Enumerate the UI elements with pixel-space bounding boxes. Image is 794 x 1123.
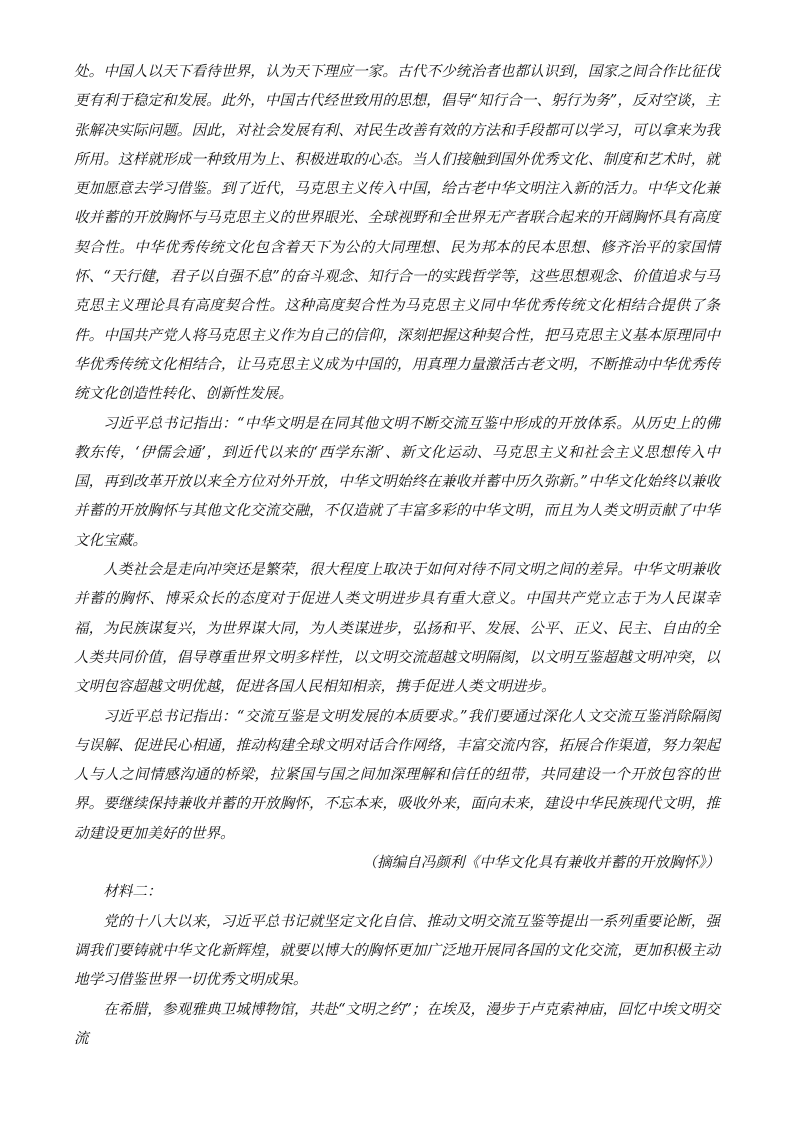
paragraph-1: 处。中国人以天下看待世界，认为天下理应一家。古代不少统治者也都认识到，国家之间合作比征伐更有利于稳定和发展。此外，中国古代经世致用的思想，倡导“知行合一、躬行为务”，反对空谈，主张解决实际问题。因此，对社会发展有利、对民生改善有效的方法和手段都可以学习，可以拿来为我所用。这样就形成一种致用为上、积极进取的心态。当人们接触到国外优秀文化、制度和艺术时，就更加愿意去学习借鉴。到了近代，马克思主义传入中国，给古老中华文明注入新的活力。中华文化兼收并蓄的开放胸怀与马克思主义的世界眼光、全球视野和全世界无产者联合起来的开阔胸怀具有高度契合性。中华优秀传统文化包含着天下为公的大同理想、民为邦本的民本思想、修齐治平的家国情怀、“天行健，君子以自强不息”的奋斗观念、知行合一的实践哲学等，这些思想观念、价值追求与马克思主义理论具有高度契合性。这种高度契合性为马克思主义同中华优秀传统文化相结合提供了条件。中国共产党人将马克思主义作为自己的信仰，深刻把握这种契合性，把马克思主义基本原理同中华优秀传统文化相结合，让马克思主义成为中国的，用真理力量激活古老文明，不断推动中华优秀传统文化创造性转化、创新性发展。 xyxy=(74,63,720,403)
document-page xyxy=(74,57,720,1053)
paragraph-2: 习近平总书记指出：“中华文明是在同其他文明不断交流互鉴中形成的开放体系。从历史上的佛教东传，‘伊儒会通’，到近代以来的‘西学东渐’、新文化运动、马克思主义和社会主义思想传入中国，再到改革开放以来全方位对外开放，中华文明始终在兼收并蓄中历久弥新。”中华文化始终以兼收并蓄的开放胸怀与其他文化交流交融，不仅造就了丰富多彩的中华文明，而且为人类文明贡献了中华文化宝藏。 xyxy=(74,414,720,549)
paragraph-4: 习近平总书记指出：“交流互鉴是文明发展的本质要求。”我们要通过深化人文交流互鉴消除隔阂与误解、促进民心相通，推动构建全球文明对话合作网络，丰富交流内容，拓展合作渠道，努力架起人与人之间情感沟通的桥梁，拉紧国与国之间加深理解和信任的纽带，共同建设一个开放包容的世界。要继续保持兼收并蓄的开放胸怀，不忘本来，吸收外来，面向未来，建设中华民族现代文明，推动建设更加美好的世界。 xyxy=(74,707,720,842)
paragraph-3: 人类社会是走向冲突还是繁荣，很大程度上取决于如何对待不同文明之间的差异。中华文明兼收并蓄的胸怀、博采众长的态度对于促进人类文明进步具有重大意义。中国共产党立志于为人民谋幸福，为民族谋复兴，为世界谋大同，为人类谋进步，弘扬和平、发展、公平、正义、民主、自由的全人类共同价值，倡导尊重世界文明多样性，以文明交流超越文明隔阂，以文明互鉴超越文明冲突，以文明包容超越文明优越，促进各国人民相知相亲，携手促进人类文明进步。 xyxy=(74,561,720,696)
material-paragraph-2: 在希腊，参观雅典卫城博物馆，共赴“文明之约”；在埃及，漫步于卢克索神庙，回忆中埃文明交流 xyxy=(74,1000,720,1047)
material-paragraph-1: 党的十八大以来，习近平总书记就坚定文化自信、推动文明交流互鉴等提出一系列重要论断，强调我们要铸就中华文化新辉煌，就要以博大的胸怀更加广泛地开展同各国的文化交流，更加积极主动地学习借鉴世界一切优秀文明成果。 xyxy=(74,912,720,989)
material-two-label: 材料二： xyxy=(103,883,162,901)
source-attribution: （摘编自冯颜利《中华文化具有兼收并蓄的开放胸怀》） xyxy=(362,854,720,872)
